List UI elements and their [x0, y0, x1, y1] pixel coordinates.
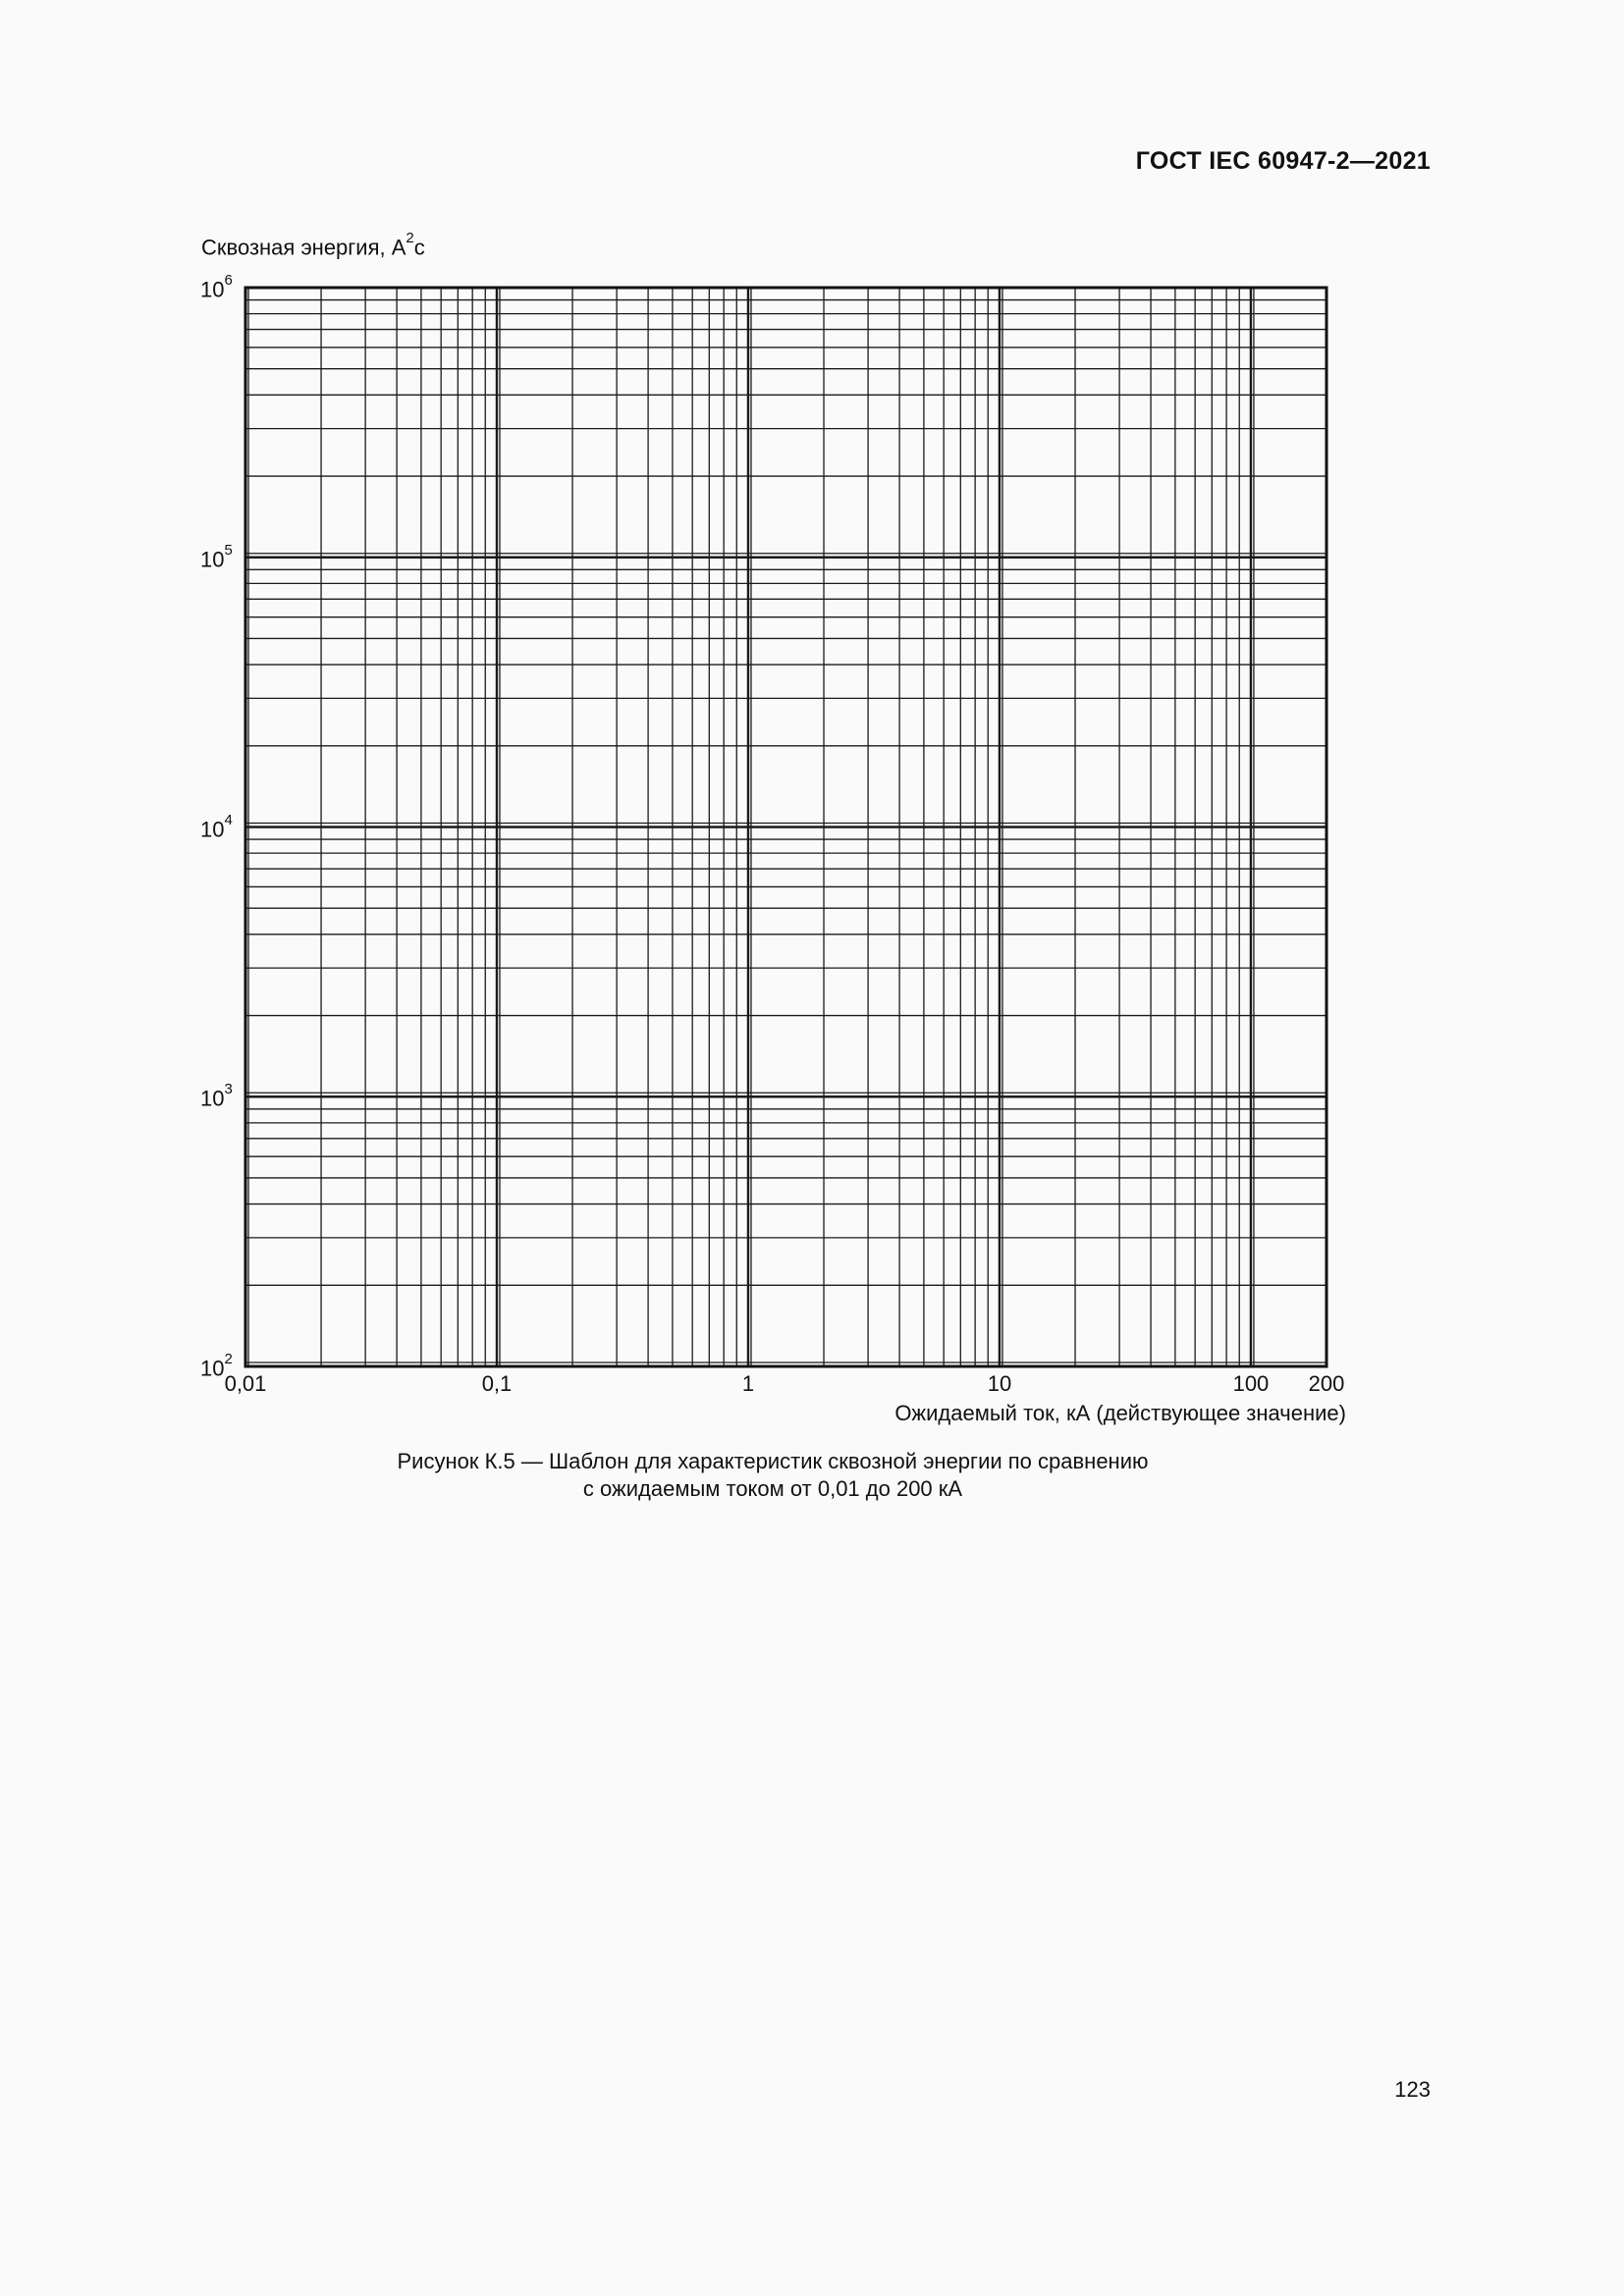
figure-caption-line-1: Рисунок К.5 — Шаблон для характеристик сквозной энергии по сравнению	[397, 1449, 1149, 1473]
y-axis-title-unit-tail: с	[413, 235, 425, 260]
y-tick-label	[200, 811, 233, 841]
plot-frame	[245, 288, 1326, 1366]
y-tick-base: 10	[200, 277, 225, 302]
x-axis-title: Ожидаемый ток, кА (действующее значение)	[894, 1401, 1346, 1425]
y-tick-base: 10	[200, 547, 225, 572]
y-axis-title-text: Сквозная энергия, А	[201, 235, 406, 260]
y-tick-label	[200, 541, 233, 572]
x-tick-label: 100	[1232, 1371, 1270, 1396]
x-tick-label: 200	[1308, 1371, 1345, 1396]
y-tick-base: 10	[200, 1086, 225, 1111]
x-tick-label: 1	[741, 1371, 755, 1396]
y-axis-title-superscript: 2	[406, 230, 414, 246]
y-tick-exponent: 5	[224, 541, 233, 559]
y-tick-label	[200, 1083, 233, 1109]
document-header: ГОСТ IEC 60947-2—2021	[1135, 147, 1431, 175]
page-number: 123	[1394, 2077, 1431, 2102]
y-tick-base: 10	[200, 816, 225, 841]
x-tick-label: 10	[987, 1371, 1012, 1396]
y-tick-exponent: 4	[224, 811, 233, 828]
y-tick-exponent: 3	[224, 1081, 233, 1098]
figure-caption-line-2: с ожидаемым током от 0,01 до 200 кА	[582, 1476, 963, 1501]
y-tick-exponent: 6	[224, 272, 233, 289]
x-tick-label: 0,01	[224, 1371, 267, 1396]
y-axis-title	[201, 230, 425, 260]
y-tick-base: 10	[200, 1356, 225, 1381]
y-tick-label	[200, 274, 233, 300]
x-tick-label: 0,1	[481, 1371, 513, 1396]
y-tick-exponent: 2	[224, 1351, 233, 1367]
